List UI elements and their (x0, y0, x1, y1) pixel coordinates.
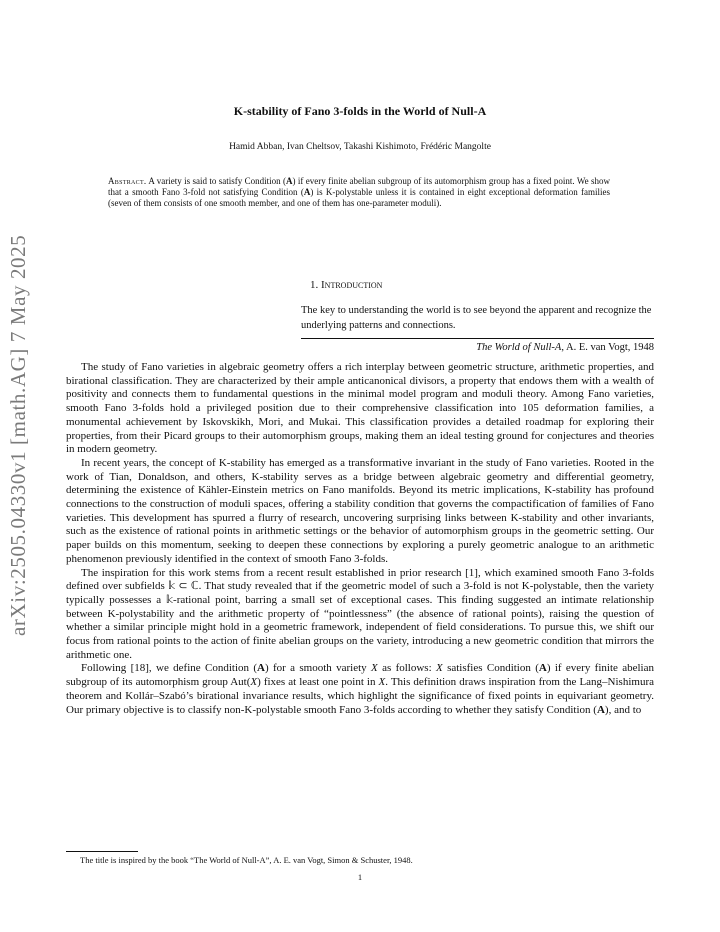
page-number: 1 (357, 872, 363, 882)
paragraph-text: ), and to (604, 703, 642, 716)
epigraph-book: The World of Null-A (476, 342, 562, 353)
paragraph-text: satisfies Condition ( (442, 662, 539, 675)
epigraph (301, 304, 654, 356)
condition-a: A (538, 662, 547, 675)
abstract-text: ) is K-polystable unless it is contained in eight exceptional deformation families (seven of them consists of one smooth member, and one of them has one-parameter moduli). (108, 187, 610, 209)
paragraph (66, 662, 654, 717)
math-variable: X (378, 676, 386, 689)
section-number: 1. (310, 279, 319, 291)
math-variable: X (250, 676, 258, 689)
condition-a: A (303, 187, 311, 198)
paragraph-text: . This definition draws inspiration from the Lang–Nishimura theorem and Kollár–Szabó’s birational invariance results, which highlight the significance of fixed points in equivariant geometry. Our primary objective is to classify non-K-polystable smooth Fano 3-folds according to whether they satisfy Condition ( (66, 676, 654, 716)
arxiv-identifier-stamp: arXiv:2505.04330v1 [math.AG] 7 May 2025 (6, 234, 30, 636)
math-variable: X (436, 662, 443, 675)
abstract (108, 176, 610, 210)
section-heading (310, 279, 382, 291)
abstract-text: ) if every finite abelian subgroup of its automorphism group has a fixed point. We show that a smooth Fano 3-fold not satisfying Condition ( (108, 176, 611, 198)
epigraph-source (301, 339, 654, 356)
paragraph: In recent years, the concept of K-stability has emerged as a transformative invariant in the study of Fano varieties. Rooted in the work of Tian, Donaldson, and others, K-stability serves as a bridge between algebraic geometry and differential geometry, determining the existence of Kähler-Einstein metrics on Fano manifolds. Beyond its metric implications, K-stability has profound connections to the construction of moduli spaces, offering a stability condition that governs the compactification of families of Fano varieties. This development has spurred a flurry of research, uncovering surprising links between K-stability and other invariants, such as the existence of rational points in arithmetic settings or the behavior of automorphism groups in the geometric setting. Our paper builds on this momentum, seeking to deepen these connections by exploring a purely geometric analogue to an arithmetic phenomenon previously identified in the context of smooth Fano 3-folds. (66, 456, 654, 565)
condition-a: A (596, 703, 605, 716)
paragraph-text: Following [18], we define Condition ( (81, 662, 258, 675)
paragraph: The inspiration for this work stems from a recent result established in prior research [1], which examined smooth Fano 3-folds defined over subfields 𝕜 ⊂ ℂ. That study revealed that if the geometric model of such a 3-fold is not K-polystable, then the variety typically possesses a 𝕜-rational point, barring a small set of exceptional cases. This finding suggested an intimate relationship between K-polystability and the arithmetic property of “pointlessness” (the absence of rational points), raising the question of whether a similar principle might hold in a geometric framework, independent of field considerations. To pursue this, we shift our focus from rational points to the action of finite abelian groups on the variety, introducing a new geometric condition that mirrors the arithmetic one. (66, 566, 654, 661)
author-list: Hamid Abban, Ivan Cheltsov, Takashi Kishimoto, Frédéric Mangolte (229, 142, 491, 152)
abstract-text: A variety is said to satisfy Condition ( (146, 176, 287, 186)
math-variable: X (371, 662, 378, 675)
section-title: Introduction (321, 279, 383, 291)
paragraph-text: as follows: (377, 662, 436, 675)
introduction-body (66, 361, 654, 717)
paragraph: The study of Fano varieties in algebraic geometry offers a rich interplay between geometric structure, arithmetic properties, and birational classification. They are characterized by their ample anticanonical divisors, a property that endows them with a wealth of positivity and connects them to fundamental questions in the minimal model program and moduli theory. Among Fano varieties, smooth Fano 3-folds hold a privileged position due to their comprehensive classification into 105 deformation families, a monumental achievement by Iskovskikh, Mori, and Mukai. This classification provides a detailed roadmap for exploring their properties, from their Picard groups to their automorphism groups, making them an ideal testing ground for conjectures and theories in modern geometry. (66, 361, 654, 456)
footnote-rule (66, 851, 138, 852)
epigraph-quote: The key to understanding the world is to see beyond the apparent and recognize the underlying patterns and connections. (301, 305, 652, 331)
paragraph-text: ) fixes at least one point in (257, 676, 379, 689)
condition-a: A (257, 662, 265, 675)
paragraph-text: ) if every finite abelian subgroup of its automorphism group Aut( (66, 662, 654, 689)
paper-title: K-stability of Fano 3-folds in the World of Null-A (233, 104, 487, 118)
abstract-label: Abstract. (108, 176, 147, 186)
paragraph-text: ) for a smooth variety (264, 662, 371, 675)
epigraph-author: , A. E. van Vogt, 1948 (561, 342, 654, 353)
footnote: The title is inspired by the book “The World of Null-A”, A. E. van Vogt, Simon & Schuster, 1948. (80, 855, 413, 865)
condition-a: A (286, 176, 293, 186)
